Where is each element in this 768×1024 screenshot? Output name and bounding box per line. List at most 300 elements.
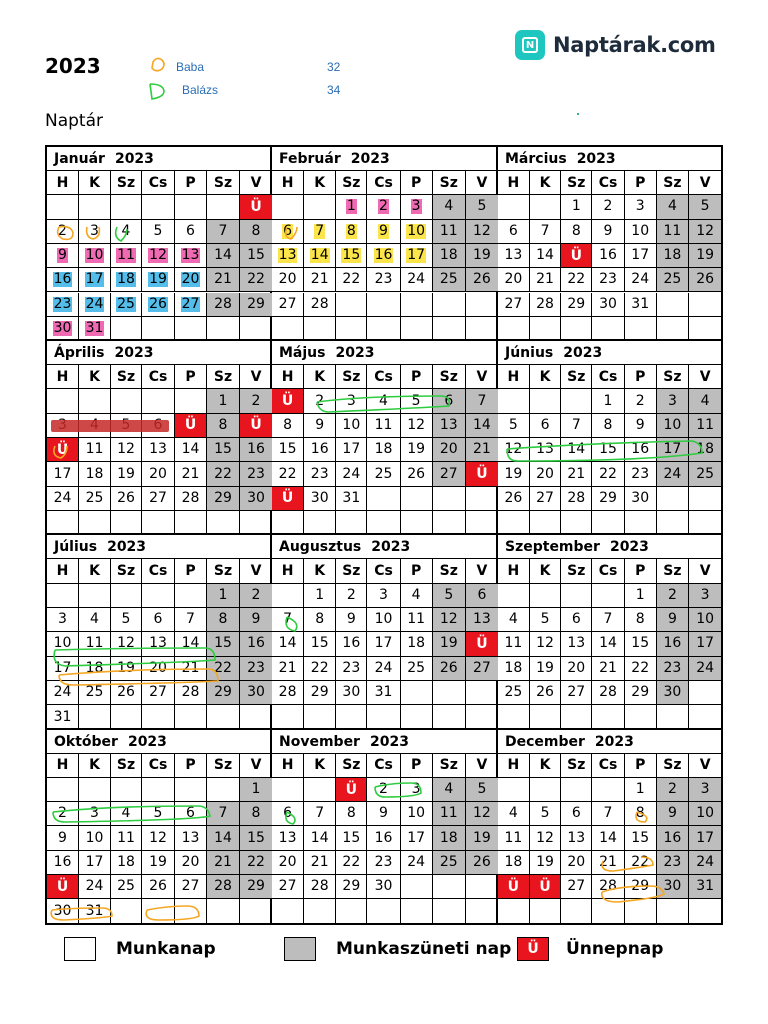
calendar-day[interactable]: 19 bbox=[498, 462, 530, 486]
calendar-day[interactable]: 10 bbox=[79, 244, 111, 268]
calendar-day[interactable]: 10 bbox=[336, 414, 367, 438]
calendar-day[interactable]: 31 bbox=[79, 317, 111, 341]
calendar-day[interactable]: 21 bbox=[466, 438, 498, 462]
calendar-day[interactable]: 15 bbox=[592, 438, 625, 462]
calendar-day[interactable]: 10 bbox=[689, 608, 721, 632]
calendar-day[interactable]: 19 bbox=[111, 462, 142, 486]
calendar-day[interactable]: 3 bbox=[336, 389, 367, 413]
calendar-day[interactable]: 21 bbox=[304, 851, 336, 875]
calendar-day[interactable]: 12 bbox=[498, 438, 530, 462]
calendar-day[interactable]: 10 bbox=[657, 414, 690, 438]
calendar-day[interactable]: 14 bbox=[175, 438, 207, 462]
calendar-day[interactable]: 1 bbox=[592, 389, 625, 413]
calendar-day[interactable]: 3 bbox=[689, 584, 721, 608]
calendar-day[interactable]: 20 bbox=[530, 462, 562, 486]
calendar-day[interactable]: 5 bbox=[433, 584, 466, 608]
calendar-day[interactable]: 27 bbox=[175, 293, 207, 317]
calendar-day[interactable]: 2 bbox=[367, 195, 400, 219]
calendar-day[interactable]: 27 bbox=[530, 487, 562, 511]
calendar-day[interactable]: 12 bbox=[142, 826, 175, 850]
calendar-day[interactable]: 9 bbox=[240, 608, 272, 632]
calendar-day[interactable]: 2 bbox=[47, 802, 79, 826]
calendar-day[interactable]: 26 bbox=[142, 293, 175, 317]
calendar-day[interactable]: 7 bbox=[272, 608, 304, 632]
calendar-day[interactable]: 25 bbox=[689, 462, 721, 486]
calendar-day[interactable]: 28 bbox=[561, 487, 592, 511]
calendar-day[interactable]: 18 bbox=[79, 657, 111, 681]
calendar-day[interactable]: 15 bbox=[207, 632, 240, 656]
calendar-day[interactable]: 30 bbox=[47, 317, 79, 341]
calendar-day[interactable]: 28 bbox=[175, 487, 207, 511]
calendar-day[interactable]: 8 bbox=[272, 414, 304, 438]
calendar-day[interactable]: 5 bbox=[142, 802, 175, 826]
calendar-day[interactable]: 21 bbox=[272, 657, 304, 681]
calendar-day[interactable]: 17 bbox=[79, 851, 111, 875]
calendar-day[interactable]: 18 bbox=[689, 438, 721, 462]
calendar-day[interactable]: 22 bbox=[561, 268, 592, 292]
calendar-day[interactable]: 13 bbox=[272, 244, 304, 268]
calendar-day[interactable]: 4 bbox=[689, 389, 721, 413]
calendar-day[interactable]: 18 bbox=[657, 244, 690, 268]
calendar-day[interactable]: 28 bbox=[304, 875, 336, 899]
calendar-day[interactable]: 13 bbox=[561, 826, 592, 850]
calendar-day[interactable]: 24 bbox=[79, 293, 111, 317]
calendar-day[interactable]: 20 bbox=[498, 268, 530, 292]
calendar-day[interactable]: 17 bbox=[336, 438, 367, 462]
calendar-day[interactable]: 10 bbox=[47, 632, 79, 656]
calendar-day[interactable]: 22 bbox=[240, 268, 272, 292]
calendar-day[interactable]: 26 bbox=[689, 268, 721, 292]
calendar-day[interactable]: 24 bbox=[401, 851, 433, 875]
calendar-day[interactable]: 25 bbox=[498, 681, 530, 705]
calendar-day[interactable]: 11 bbox=[498, 632, 530, 656]
calendar-day[interactable]: 26 bbox=[401, 462, 433, 486]
calendar-day[interactable]: 7 bbox=[175, 608, 207, 632]
calendar-day[interactable]: 20 bbox=[272, 268, 304, 292]
calendar-day[interactable]: 21 bbox=[175, 657, 207, 681]
calendar-day[interactable]: 12 bbox=[401, 414, 433, 438]
calendar-day[interactable]: 13 bbox=[530, 438, 562, 462]
calendar-day[interactable]: 28 bbox=[592, 681, 625, 705]
calendar-day[interactable]: 10 bbox=[625, 220, 657, 244]
calendar-day[interactable]: 4 bbox=[79, 608, 111, 632]
calendar-day[interactable]: 15 bbox=[207, 438, 240, 462]
calendar-day[interactable]: 23 bbox=[592, 268, 625, 292]
calendar-day[interactable]: 20 bbox=[561, 657, 592, 681]
calendar-day[interactable]: 23 bbox=[657, 657, 690, 681]
calendar-day[interactable]: 22 bbox=[304, 657, 336, 681]
calendar-day[interactable]: 25 bbox=[111, 875, 142, 899]
calendar-day[interactable]: 25 bbox=[79, 487, 111, 511]
calendar-day[interactable]: 6 bbox=[561, 802, 592, 826]
calendar-day[interactable]: 16 bbox=[47, 268, 79, 292]
calendar-day[interactable]: 2 bbox=[592, 195, 625, 219]
calendar-day[interactable]: 9 bbox=[367, 220, 400, 244]
calendar-day[interactable]: 18 bbox=[111, 851, 142, 875]
calendar-day[interactable]: 18 bbox=[433, 244, 466, 268]
calendar-day[interactable]: 30 bbox=[367, 875, 400, 899]
calendar-day[interactable]: 19 bbox=[466, 244, 498, 268]
calendar-day[interactable]: 21 bbox=[175, 462, 207, 486]
calendar-day[interactable]: 2 bbox=[657, 584, 690, 608]
calendar-day[interactable]: 14 bbox=[561, 438, 592, 462]
calendar-day[interactable]: 9 bbox=[592, 220, 625, 244]
calendar-day[interactable]: 30 bbox=[336, 681, 367, 705]
calendar-day[interactable]: 15 bbox=[625, 826, 657, 850]
calendar-day[interactable]: 11 bbox=[401, 608, 433, 632]
calendar-day[interactable]: 2 bbox=[367, 778, 400, 802]
calendar-day[interactable]: 11 bbox=[111, 244, 142, 268]
calendar-day[interactable]: 1 bbox=[207, 584, 240, 608]
calendar-day[interactable]: 29 bbox=[592, 487, 625, 511]
calendar-day[interactable]: 23 bbox=[240, 462, 272, 486]
calendar-day[interactable]: 10 bbox=[401, 802, 433, 826]
calendar-day[interactable]: 28 bbox=[304, 293, 336, 317]
calendar-day[interactable]: 19 bbox=[530, 851, 562, 875]
calendar-day[interactable]: 28 bbox=[530, 293, 562, 317]
calendar-day[interactable]: 18 bbox=[498, 851, 530, 875]
calendar-day[interactable]: 2 bbox=[336, 584, 367, 608]
calendar-day[interactable]: 30 bbox=[592, 293, 625, 317]
calendar-day[interactable]: 13 bbox=[175, 826, 207, 850]
calendar-day[interactable]: 29 bbox=[561, 293, 592, 317]
calendar-day[interactable]: Ü bbox=[530, 875, 562, 899]
calendar-day[interactable]: 11 bbox=[498, 826, 530, 850]
calendar-day[interactable]: 10 bbox=[401, 220, 433, 244]
calendar-day[interactable]: 7 bbox=[207, 220, 240, 244]
calendar-day[interactable]: 14 bbox=[530, 244, 562, 268]
calendar-day[interactable]: 20 bbox=[175, 851, 207, 875]
calendar-day[interactable]: 29 bbox=[625, 875, 657, 899]
calendar-day[interactable]: Ü bbox=[561, 244, 592, 268]
calendar-day[interactable]: 23 bbox=[657, 851, 690, 875]
calendar-day[interactable]: 28 bbox=[207, 875, 240, 899]
calendar-day[interactable]: 30 bbox=[625, 487, 657, 511]
calendar-day[interactable]: 24 bbox=[689, 851, 721, 875]
calendar-day[interactable]: 16 bbox=[240, 438, 272, 462]
calendar-day[interactable]: 9 bbox=[47, 244, 79, 268]
brand-logo[interactable] bbox=[515, 29, 716, 61]
calendar-day[interactable]: 5 bbox=[466, 778, 498, 802]
calendar-day[interactable]: 30 bbox=[657, 681, 690, 705]
calendar-day[interactable]: 13 bbox=[466, 608, 498, 632]
calendar-day[interactable]: 8 bbox=[240, 802, 272, 826]
calendar-day[interactable]: 5 bbox=[401, 389, 433, 413]
calendar-day[interactable]: 4 bbox=[111, 802, 142, 826]
calendar-day[interactable]: 12 bbox=[142, 244, 175, 268]
calendar-day[interactable]: 4 bbox=[433, 778, 466, 802]
calendar-day[interactable]: 6 bbox=[433, 389, 466, 413]
calendar-day[interactable]: 6 bbox=[561, 608, 592, 632]
calendar-day[interactable]: 14 bbox=[466, 414, 498, 438]
calendar-day[interactable]: 24 bbox=[79, 875, 111, 899]
calendar-day[interactable]: 20 bbox=[272, 851, 304, 875]
calendar-day[interactable]: 31 bbox=[689, 875, 721, 899]
calendar-day[interactable]: 25 bbox=[433, 268, 466, 292]
calendar-day[interactable]: 29 bbox=[240, 875, 272, 899]
calendar-day[interactable]: 15 bbox=[625, 632, 657, 656]
calendar-day[interactable]: 3 bbox=[657, 389, 690, 413]
calendar-day[interactable]: 14 bbox=[207, 244, 240, 268]
calendar-day[interactable]: 12 bbox=[433, 608, 466, 632]
calendar-day[interactable]: Ü bbox=[240, 414, 272, 438]
calendar-day[interactable]: 22 bbox=[625, 851, 657, 875]
calendar-day[interactable]: 31 bbox=[47, 705, 79, 729]
calendar-day[interactable]: 22 bbox=[592, 462, 625, 486]
calendar-day[interactable]: 11 bbox=[367, 414, 400, 438]
calendar-day[interactable]: 16 bbox=[367, 244, 400, 268]
calendar-day[interactable]: 8 bbox=[336, 802, 367, 826]
calendar-day[interactable]: 27 bbox=[433, 462, 466, 486]
calendar-day[interactable]: 23 bbox=[367, 851, 400, 875]
calendar-day[interactable]: 3 bbox=[401, 778, 433, 802]
calendar-day[interactable]: 28 bbox=[175, 681, 207, 705]
calendar-day[interactable]: 15 bbox=[240, 826, 272, 850]
calendar-day[interactable]: 25 bbox=[433, 851, 466, 875]
calendar-day[interactable]: 22 bbox=[336, 268, 367, 292]
calendar-day[interactable]: Ü bbox=[466, 462, 498, 486]
calendar-day[interactable]: Ü bbox=[272, 389, 304, 413]
calendar-day[interactable]: 21 bbox=[561, 462, 592, 486]
calendar-day[interactable]: 5 bbox=[466, 195, 498, 219]
calendar-day[interactable]: 1 bbox=[207, 389, 240, 413]
calendar-day[interactable]: 17 bbox=[625, 244, 657, 268]
calendar-day[interactable]: 27 bbox=[142, 487, 175, 511]
calendar-day[interactable]: 23 bbox=[625, 462, 657, 486]
calendar-day[interactable]: 1 bbox=[625, 778, 657, 802]
calendar-day[interactable]: 8 bbox=[561, 220, 592, 244]
calendar-day[interactable]: 2 bbox=[240, 584, 272, 608]
calendar-day[interactable]: 12 bbox=[689, 220, 721, 244]
calendar-day[interactable]: 17 bbox=[401, 244, 433, 268]
calendar-day[interactable]: 19 bbox=[111, 657, 142, 681]
calendar-day[interactable]: 20 bbox=[142, 462, 175, 486]
calendar-day[interactable]: 15 bbox=[336, 244, 367, 268]
calendar-day[interactable]: 25 bbox=[657, 268, 690, 292]
calendar-day[interactable]: 24 bbox=[47, 487, 79, 511]
calendar-day[interactable]: 27 bbox=[498, 293, 530, 317]
calendar-day[interactable]: 19 bbox=[530, 657, 562, 681]
calendar-day[interactable]: 19 bbox=[466, 826, 498, 850]
calendar-day[interactable]: 10 bbox=[367, 608, 400, 632]
calendar-day[interactable]: 30 bbox=[240, 681, 272, 705]
calendar-day[interactable]: 29 bbox=[207, 681, 240, 705]
calendar-day[interactable]: 17 bbox=[401, 826, 433, 850]
calendar-day[interactable]: 20 bbox=[175, 268, 207, 292]
calendar-day[interactable]: 25 bbox=[111, 293, 142, 317]
calendar-day[interactable]: 6 bbox=[466, 584, 498, 608]
calendar-day[interactable]: 1 bbox=[304, 584, 336, 608]
calendar-day[interactable]: Ü bbox=[272, 487, 304, 511]
calendar-day[interactable]: 21 bbox=[207, 268, 240, 292]
calendar-day[interactable]: 26 bbox=[111, 487, 142, 511]
calendar-day[interactable]: 4 bbox=[367, 389, 400, 413]
calendar-day[interactable]: 27 bbox=[175, 875, 207, 899]
calendar-day[interactable]: 23 bbox=[336, 657, 367, 681]
calendar-day[interactable]: 30 bbox=[47, 899, 79, 923]
calendar-day[interactable]: 16 bbox=[657, 826, 690, 850]
calendar-day[interactable]: 3 bbox=[79, 220, 111, 244]
calendar-day[interactable]: 14 bbox=[272, 632, 304, 656]
calendar-day[interactable]: 24 bbox=[367, 657, 400, 681]
calendar-day[interactable]: 11 bbox=[657, 220, 690, 244]
calendar-day[interactable]: 4 bbox=[498, 608, 530, 632]
calendar-day[interactable]: 6 bbox=[272, 802, 304, 826]
calendar-day[interactable]: 26 bbox=[466, 851, 498, 875]
calendar-day[interactable]: 7 bbox=[466, 389, 498, 413]
calendar-day[interactable]: 3 bbox=[47, 608, 79, 632]
calendar-day[interactable]: 28 bbox=[207, 293, 240, 317]
calendar-day[interactable]: 23 bbox=[304, 462, 336, 486]
calendar-day[interactable]: 7 bbox=[592, 802, 625, 826]
calendar-day[interactable]: 31 bbox=[79, 899, 111, 923]
calendar-day[interactable]: 23 bbox=[367, 268, 400, 292]
calendar-day[interactable]: 22 bbox=[207, 657, 240, 681]
calendar-day[interactable]: 12 bbox=[530, 826, 562, 850]
calendar-day[interactable]: 27 bbox=[466, 657, 498, 681]
calendar-day[interactable]: 27 bbox=[272, 875, 304, 899]
calendar-day[interactable]: 4 bbox=[433, 195, 466, 219]
calendar-day[interactable]: 18 bbox=[433, 826, 466, 850]
calendar-day[interactable]: 22 bbox=[240, 851, 272, 875]
calendar-day[interactable]: 25 bbox=[401, 657, 433, 681]
calendar-day[interactable]: 21 bbox=[207, 851, 240, 875]
calendar-day[interactable]: 25 bbox=[367, 462, 400, 486]
calendar-day[interactable]: 18 bbox=[79, 462, 111, 486]
calendar-day[interactable]: 6 bbox=[498, 220, 530, 244]
calendar-day[interactable]: 29 bbox=[304, 681, 336, 705]
calendar-day[interactable]: 24 bbox=[47, 681, 79, 705]
calendar-day[interactable]: 14 bbox=[175, 632, 207, 656]
calendar-day[interactable]: 13 bbox=[561, 632, 592, 656]
calendar-day[interactable]: 8 bbox=[336, 220, 367, 244]
calendar-day[interactable]: 11 bbox=[79, 632, 111, 656]
calendar-day[interactable]: 9 bbox=[336, 608, 367, 632]
calendar-day[interactable]: 13 bbox=[142, 632, 175, 656]
calendar-day[interactable]: 19 bbox=[401, 438, 433, 462]
calendar-day[interactable]: 16 bbox=[657, 632, 690, 656]
calendar-day[interactable]: 9 bbox=[47, 826, 79, 850]
calendar-day[interactable]: 7 bbox=[304, 802, 336, 826]
calendar-day[interactable]: 3 bbox=[367, 584, 400, 608]
calendar-day[interactable]: 26 bbox=[433, 657, 466, 681]
calendar-day[interactable]: 9 bbox=[657, 608, 690, 632]
calendar-day[interactable]: 15 bbox=[272, 438, 304, 462]
calendar-day[interactable]: 30 bbox=[657, 875, 690, 899]
calendar-day[interactable]: 1 bbox=[625, 584, 657, 608]
calendar-day[interactable]: 26 bbox=[466, 268, 498, 292]
calendar-day[interactable]: 20 bbox=[433, 438, 466, 462]
calendar-day[interactable]: 26 bbox=[498, 487, 530, 511]
calendar-day[interactable]: 8 bbox=[207, 608, 240, 632]
calendar-day[interactable]: 16 bbox=[47, 851, 79, 875]
calendar-day[interactable]: 14 bbox=[592, 632, 625, 656]
calendar-day[interactable]: 19 bbox=[433, 632, 466, 656]
calendar-day[interactable]: 3 bbox=[401, 195, 433, 219]
calendar-day[interactable]: 9 bbox=[657, 802, 690, 826]
calendar-day[interactable]: 13 bbox=[175, 244, 207, 268]
calendar-day[interactable]: 27 bbox=[561, 875, 592, 899]
calendar-day[interactable]: 16 bbox=[304, 438, 336, 462]
calendar-day[interactable]: 12 bbox=[466, 802, 498, 826]
calendar-day[interactable]: Ü bbox=[466, 632, 498, 656]
calendar-day[interactable]: 4 bbox=[401, 584, 433, 608]
calendar-day[interactable]: 18 bbox=[367, 438, 400, 462]
calendar-day[interactable]: 5 bbox=[498, 414, 530, 438]
calendar-day[interactable]: 18 bbox=[498, 657, 530, 681]
calendar-day[interactable]: 15 bbox=[336, 826, 367, 850]
calendar-day[interactable]: 8 bbox=[304, 608, 336, 632]
calendar-day[interactable]: 21 bbox=[304, 268, 336, 292]
calendar-day[interactable]: Ü bbox=[47, 875, 79, 899]
calendar-day[interactable]: 6 bbox=[175, 220, 207, 244]
calendar-day[interactable]: 17 bbox=[47, 657, 79, 681]
calendar-day[interactable]: 31 bbox=[367, 681, 400, 705]
calendar-day[interactable]: 2 bbox=[625, 389, 657, 413]
calendar-day[interactable]: 6 bbox=[142, 608, 175, 632]
calendar-day[interactable]: 22 bbox=[336, 851, 367, 875]
calendar-day[interactable]: 19 bbox=[142, 851, 175, 875]
calendar-day[interactable]: 10 bbox=[79, 826, 111, 850]
calendar-day[interactable]: 24 bbox=[401, 268, 433, 292]
calendar-day[interactable]: 16 bbox=[592, 244, 625, 268]
calendar-day[interactable]: 17 bbox=[657, 438, 690, 462]
calendar-day[interactable]: 3 bbox=[689, 778, 721, 802]
calendar-day[interactable]: 1 bbox=[561, 195, 592, 219]
calendar-day[interactable]: 7 bbox=[304, 220, 336, 244]
calendar-day[interactable]: 8 bbox=[625, 802, 657, 826]
calendar-day[interactable]: 31 bbox=[336, 487, 367, 511]
calendar-day[interactable]: 12 bbox=[530, 632, 562, 656]
calendar-day[interactable]: 23 bbox=[240, 657, 272, 681]
calendar-day[interactable]: Ü bbox=[47, 438, 79, 462]
calendar-day[interactable]: 3 bbox=[625, 195, 657, 219]
calendar-day[interactable]: 5 bbox=[689, 195, 721, 219]
calendar-day[interactable]: 28 bbox=[592, 875, 625, 899]
calendar-day[interactable]: 14 bbox=[304, 244, 336, 268]
calendar-day[interactable]: 8 bbox=[625, 608, 657, 632]
calendar-day[interactable]: 6 bbox=[272, 220, 304, 244]
calendar-day[interactable]: 9 bbox=[304, 414, 336, 438]
calendar-day[interactable]: 17 bbox=[79, 268, 111, 292]
calendar-day[interactable]: 13 bbox=[498, 244, 530, 268]
calendar-day[interactable]: 29 bbox=[625, 681, 657, 705]
calendar-day[interactable]: 1 bbox=[240, 778, 272, 802]
calendar-day[interactable]: 16 bbox=[367, 826, 400, 850]
calendar-day[interactable]: 30 bbox=[304, 487, 336, 511]
calendar-day[interactable]: 27 bbox=[142, 681, 175, 705]
calendar-day[interactable]: Ü bbox=[498, 875, 530, 899]
calendar-day[interactable]: 11 bbox=[111, 826, 142, 850]
calendar-day[interactable]: 17 bbox=[689, 826, 721, 850]
calendar-day[interactable]: 30 bbox=[240, 487, 272, 511]
calendar-day[interactable]: 24 bbox=[336, 462, 367, 486]
calendar-day[interactable]: 29 bbox=[240, 293, 272, 317]
calendar-day[interactable]: 4 bbox=[498, 802, 530, 826]
calendar-day[interactable]: 27 bbox=[272, 293, 304, 317]
calendar-day[interactable]: 17 bbox=[47, 462, 79, 486]
calendar-day[interactable]: 21 bbox=[592, 851, 625, 875]
calendar-day[interactable]: 10 bbox=[689, 802, 721, 826]
calendar-day[interactable]: 8 bbox=[207, 414, 240, 438]
calendar-day[interactable]: 12 bbox=[111, 632, 142, 656]
calendar-day[interactable]: 3 bbox=[79, 802, 111, 826]
calendar-day[interactable]: 26 bbox=[111, 681, 142, 705]
calendar-day[interactable]: 7 bbox=[561, 414, 592, 438]
calendar-day[interactable]: 18 bbox=[111, 268, 142, 292]
calendar-day[interactable]: 9 bbox=[367, 802, 400, 826]
calendar-day[interactable]: 25 bbox=[79, 681, 111, 705]
